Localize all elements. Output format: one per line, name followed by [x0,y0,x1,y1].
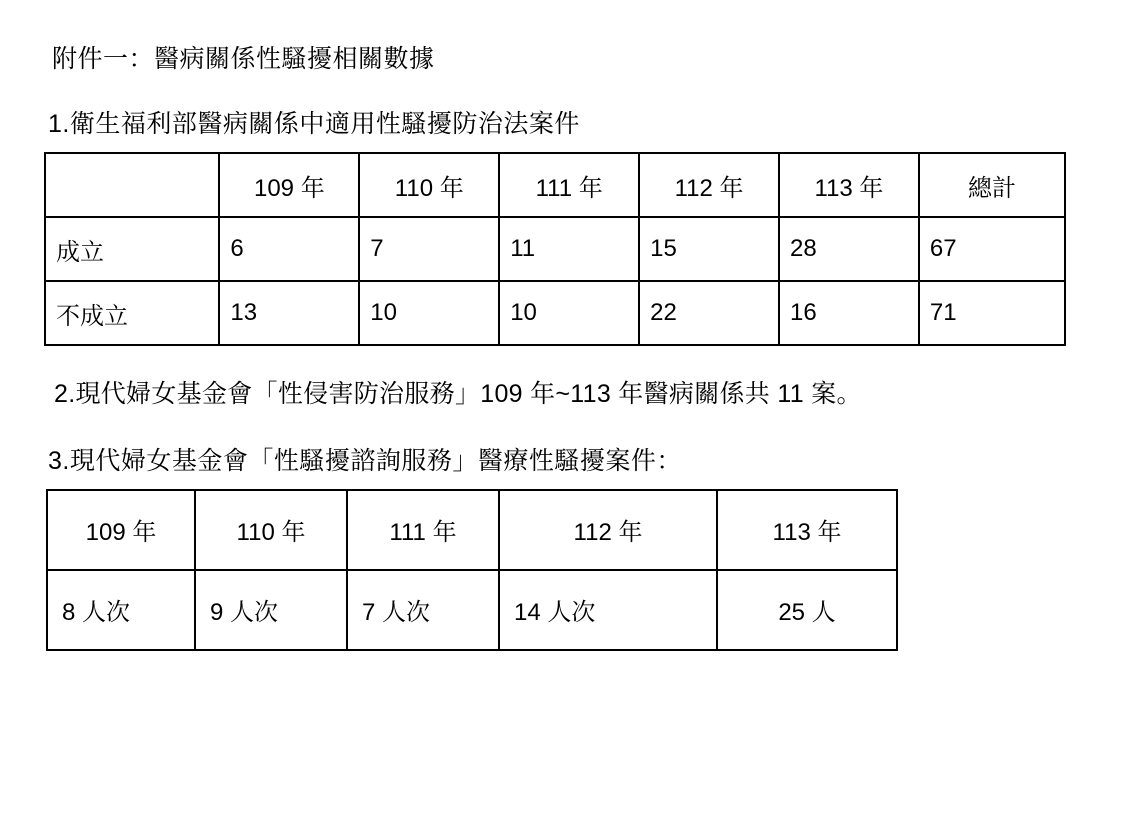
table-header-cell-111: 111 年 [499,153,639,217]
table-header-cell-113: 113 年 [779,153,919,217]
cell-not-established-112: 22 [639,281,779,345]
mwf-consultation-cases-table [46,489,898,651]
row-label-established: 成立 [45,217,219,281]
table-header-cell-corner [45,153,219,217]
section-2-paragraph: 2.現代婦女基金會「性侵害防治服務」109 年~113 年醫病關係共 11 案。 [54,380,862,408]
cell-count-109: 8 人次 [47,570,195,650]
table-header-cell-109: 109 年 [47,490,195,570]
table-header-cell-110: 110 年 [359,153,499,217]
table-header-row [45,153,1065,217]
cell-count-112: 14 人次 [499,570,717,650]
section-1-heading: 1.衛生福利部醫病關係中適用性騷擾防治法案件 [48,110,580,138]
table-header-cell-112: 112 年 [639,153,779,217]
table-header-cell-111: 111 年 [347,490,499,570]
table-header-cell-109: 109 年 [219,153,359,217]
table-header-cell-total: 總計 [919,153,1065,217]
cell-not-established-109: 13 [219,281,359,345]
cell-not-established-total: 71 [919,281,1065,345]
cell-not-established-110: 10 [359,281,499,345]
cell-established-112: 15 [639,217,779,281]
table-header-cell-112: 112 年 [499,490,717,570]
table-header-cell-113: 113 年 [717,490,897,570]
row-label-not-established: 不成立 [45,281,219,345]
table-row [45,217,1065,281]
cell-not-established-113: 16 [779,281,919,345]
page-title: 附件一：醫病關係性騷擾相關數據 [52,45,435,73]
table-header-cell-110: 110 年 [195,490,347,570]
cell-count-110: 9 人次 [195,570,347,650]
table-row [47,570,897,650]
section-3-heading: 3.現代婦女基金會「性騷擾諮詢服務」醫療性騷擾案件： [48,446,682,475]
cell-count-111: 7 人次 [347,570,499,650]
cell-established-111: 11 [499,217,639,281]
cell-established-109: 6 [219,217,359,281]
cell-established-113: 28 [779,217,919,281]
cell-established-total: 67 [919,217,1065,281]
cell-not-established-111: 10 [499,281,639,345]
table-row [45,281,1065,345]
cell-established-110: 7 [359,217,499,281]
cell-count-113: 25 人 [717,570,897,650]
mohw-sexual-harassment-cases-table [44,152,1066,346]
table-header-row [47,490,897,570]
